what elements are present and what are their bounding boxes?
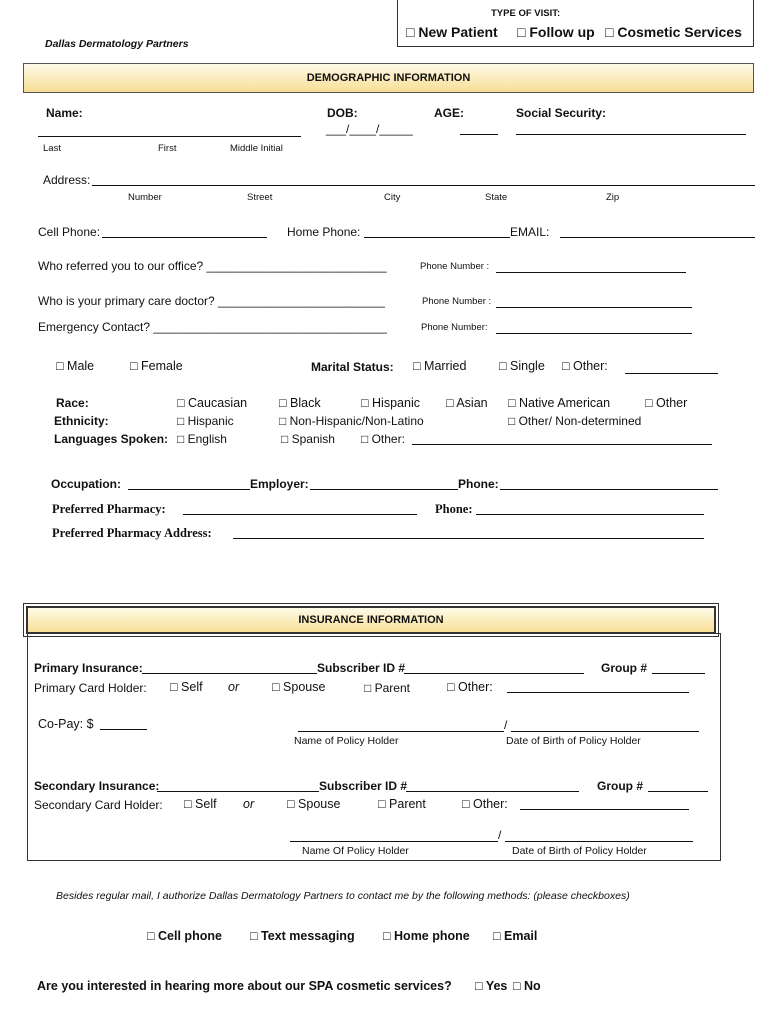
demographic-section-title: DEMOGRAPHIC INFORMATION	[23, 63, 754, 93]
race-other-checkbox[interactable]	[645, 396, 687, 410]
race-option-label: Caucasian	[188, 396, 248, 410]
visit-type-title: TYPE OF VISIT:	[491, 8, 561, 19]
marital-option-label: Single	[510, 359, 545, 373]
contact-home-phone-checkbox[interactable]	[383, 929, 470, 943]
spa-option-label: Yes	[485, 979, 508, 993]
dob-field[interactable]: ___/____/_____	[326, 122, 413, 136]
referred-phone-label: Phone Number :	[420, 261, 490, 272]
secondary-parent-checkbox[interactable]	[378, 797, 426, 811]
language-option-label: Spanish	[291, 432, 335, 446]
secondary-holder-dob-field[interactable]	[505, 841, 693, 842]
occupation-field[interactable]	[128, 489, 250, 490]
doctor-phone-label: Phone Number :	[422, 296, 492, 307]
email-label: EMAIL:	[510, 225, 550, 239]
spa-yes-checkbox[interactable]	[475, 979, 507, 993]
secondary-subscriber-field[interactable]	[406, 791, 579, 792]
contact-method-label: Text messaging	[261, 929, 355, 943]
secondary-group-label: Group #	[597, 779, 644, 793]
copay-label: Co-Pay: $	[38, 717, 94, 731]
or-text: or	[243, 797, 255, 811]
ethnicity-label: Ethnicity:	[54, 414, 109, 428]
ethnicity-non-hispanic-checkbox[interactable]	[279, 414, 424, 428]
primary-holder-label: Primary Card Holder:	[34, 681, 147, 695]
marital-other-checkbox[interactable]	[562, 359, 608, 373]
home-phone-field[interactable]	[364, 237, 510, 238]
race-option-label: Hispanic	[372, 396, 420, 410]
race-native-american-checkbox[interactable]	[508, 396, 610, 410]
holder-option-label: Parent	[389, 797, 426, 811]
primary-other-field[interactable]	[507, 692, 689, 693]
holder-option-label: Self	[181, 680, 203, 694]
address-part-caption: State	[485, 192, 508, 203]
visit-option-label: New Patient	[418, 24, 498, 40]
name-field[interactable]	[38, 136, 301, 137]
visit-follow-up-checkbox[interactable]	[517, 24, 595, 40]
address-part-caption: Number	[128, 192, 162, 203]
marital-other-field[interactable]	[625, 373, 718, 374]
primary-insurance-field[interactable]	[142, 673, 317, 674]
ssn-field[interactable]	[516, 134, 746, 135]
marital-status-label: Marital Status:	[311, 360, 394, 374]
race-hispanic-checkbox[interactable]	[361, 396, 420, 410]
ethnicity-other-checkbox[interactable]	[508, 414, 641, 428]
race-option-label: Other	[656, 396, 688, 410]
address-part-caption: Street	[247, 192, 273, 203]
name-label: Name:	[46, 106, 83, 120]
primary-holder-dob-field[interactable]	[511, 731, 699, 732]
spa-question: Are you interested in hearing more about our SPA cosmetic services?	[37, 979, 452, 993]
gender-option-label: Female	[141, 359, 183, 373]
primary-subscriber-label: Subscriber ID #	[317, 661, 406, 675]
languages-label: Languages Spoken:	[54, 432, 169, 446]
secondary-other-field[interactable]	[520, 809, 689, 810]
secondary-group-field[interactable]	[648, 791, 708, 792]
language-other-field[interactable]	[412, 444, 712, 445]
pharmacy-label: Preferred Pharmacy:	[52, 502, 166, 516]
female-checkbox[interactable]	[130, 359, 183, 373]
secondary-other-checkbox[interactable]	[462, 797, 508, 811]
pharmacy-phone-label: Phone:	[435, 502, 473, 516]
gender-option-label: Male	[67, 359, 95, 373]
language-option-label: Other:	[371, 432, 405, 446]
primary-subscriber-field[interactable]	[404, 673, 584, 674]
primary-parent-checkbox[interactable]	[364, 681, 410, 695]
holder-option-label: Other:	[473, 797, 508, 811]
emergency-phone-label: Phone Number:	[421, 322, 488, 333]
marital-option-label: Married	[424, 359, 467, 373]
holder-dob-caption: Date of Birth of Policy Holder	[506, 735, 641, 747]
doctor-phone-field[interactable]	[496, 307, 692, 308]
holder-option-label: Parent	[374, 681, 410, 695]
secondary-insurance-field[interactable]	[157, 791, 319, 792]
secondary-spouse-checkbox[interactable]	[287, 797, 340, 811]
secondary-subscriber-label: Subscriber ID #	[319, 779, 408, 793]
secondary-policy-holder-field[interactable]	[290, 841, 498, 842]
single-checkbox[interactable]	[499, 359, 545, 373]
secondary-self-checkbox[interactable]	[184, 797, 217, 811]
authorize-text: Besides regular mail, I authorize Dallas Dermatology Partners to contact me by the following methods: (please checkboxes)	[56, 890, 630, 902]
ethnicity-hispanic-checkbox[interactable]	[177, 414, 234, 428]
primary-policy-holder-field[interactable]	[298, 731, 504, 732]
home-phone-label: Home Phone:	[287, 225, 361, 239]
referred-field[interactable]: Who referred you to our office? ___________________________	[38, 259, 387, 273]
holder-option-label: Spouse	[283, 680, 326, 694]
race-black-checkbox[interactable]	[279, 396, 321, 410]
secondary-holder-label: Secondary Card Holder:	[34, 798, 163, 812]
or-text: or	[228, 680, 240, 694]
race-option-label: Asian	[456, 396, 488, 410]
cell-phone-field[interactable]	[102, 237, 267, 238]
dob-label: DOB:	[327, 106, 358, 120]
employer-phone-label: Phone:	[458, 477, 499, 491]
insurance-section-title: INSURANCE INFORMATION	[26, 606, 716, 634]
referred-phone-field[interactable]	[496, 272, 686, 273]
pharmacy-address-field[interactable]	[233, 538, 704, 539]
primary-insurance-label: Primary Insurance:	[34, 661, 143, 675]
email-field[interactable]	[560, 237, 755, 238]
language-english-checkbox[interactable]	[177, 432, 227, 446]
primary-group-label: Group #	[601, 661, 648, 675]
age-field[interactable]	[460, 134, 498, 135]
emergency-contact-field[interactable]: Emergency Contact? ___________________________________	[38, 320, 387, 334]
language-option-label: English	[187, 432, 227, 446]
phone-number-caption: Phone Number	[420, 261, 484, 272]
contact-method-label: Home phone	[394, 929, 470, 943]
ethnicity-option-label: Non-Hispanic/Non-Latino	[289, 414, 424, 428]
race-option-label: Black	[290, 396, 321, 410]
employer-label: Employer:	[250, 477, 309, 491]
race-option-label: Native American	[519, 396, 611, 410]
primary-spouse-checkbox[interactable]	[272, 680, 325, 694]
spa-option-label: No	[524, 979, 541, 993]
contact-method-label: Email	[504, 929, 538, 943]
policy-holder-caption: Name Of Policy Holder	[302, 845, 409, 857]
contact-email-checkbox[interactable]	[493, 929, 537, 943]
contact-cell-phone-checkbox[interactable]	[147, 929, 222, 943]
married-checkbox[interactable]	[413, 359, 466, 373]
address-field[interactable]	[92, 185, 755, 186]
contact-method-label: Cell phone	[158, 929, 222, 943]
race-label: Race:	[56, 396, 89, 410]
marital-option-label: Other:	[573, 359, 608, 373]
male-checkbox[interactable]	[56, 359, 94, 373]
cell-phone-label: Cell Phone:	[38, 225, 101, 239]
practice-name: Dallas Dermatology Partners	[45, 38, 189, 50]
holder-option-label: Other:	[458, 680, 493, 694]
pharmacy-field[interactable]	[183, 514, 417, 515]
ethnicity-option-label: Hispanic	[187, 414, 234, 428]
holder-option-label: Spouse	[298, 797, 341, 811]
race-asian-checkbox[interactable]	[446, 396, 488, 410]
language-other-checkbox[interactable]	[361, 432, 405, 446]
employer-phone-field[interactable]	[500, 489, 718, 490]
visit-cosmetic-checkbox[interactable]	[605, 24, 742, 40]
address-label: Address:	[43, 173, 91, 187]
visit-option-label: Follow up	[529, 24, 595, 40]
pharmacy-phone-field[interactable]	[476, 514, 704, 515]
ethnicity-option-label: Other/ Non-determined	[518, 414, 642, 428]
phone-number-caption: Phone Number	[422, 296, 486, 307]
primary-self-checkbox[interactable]	[170, 680, 203, 694]
visit-option-label: Cosmetic Services	[617, 24, 742, 40]
emergency-phone-field[interactable]	[496, 333, 692, 334]
address-part-caption: City	[384, 192, 401, 203]
ssn-label: Social Security:	[516, 106, 607, 120]
primary-doctor-field[interactable]: Who is your primary care doctor? _________________________	[38, 294, 385, 308]
occupation-label: Occupation:	[51, 477, 122, 491]
primary-other-checkbox[interactable]	[447, 680, 493, 694]
secondary-insurance-label: Secondary Insurance:	[34, 779, 160, 793]
visit-new-patient-checkbox[interactable]	[406, 24, 498, 40]
policy-holder-caption: Name of Policy Holder	[294, 735, 399, 747]
name-part-caption: First	[158, 143, 177, 154]
copay-field[interactable]	[100, 729, 147, 730]
holder-option-label: Self	[195, 797, 217, 811]
name-part-caption: Last	[43, 143, 61, 154]
language-spanish-checkbox[interactable]	[281, 432, 335, 446]
address-part-caption: Zip	[606, 192, 620, 203]
race-caucasian-checkbox[interactable]	[177, 396, 247, 410]
contact-text-messaging-checkbox[interactable]	[250, 929, 355, 943]
name-part-caption: Middle Initial	[230, 143, 283, 154]
holder-dob-caption: Date of Birth of Policy Holder	[512, 845, 647, 857]
age-label: AGE:	[434, 106, 464, 120]
primary-group-field[interactable]	[652, 673, 705, 674]
spa-no-checkbox[interactable]	[513, 979, 541, 993]
employer-field[interactable]	[310, 489, 458, 490]
pharmacy-address-label: Preferred Pharmacy Address:	[52, 526, 212, 540]
